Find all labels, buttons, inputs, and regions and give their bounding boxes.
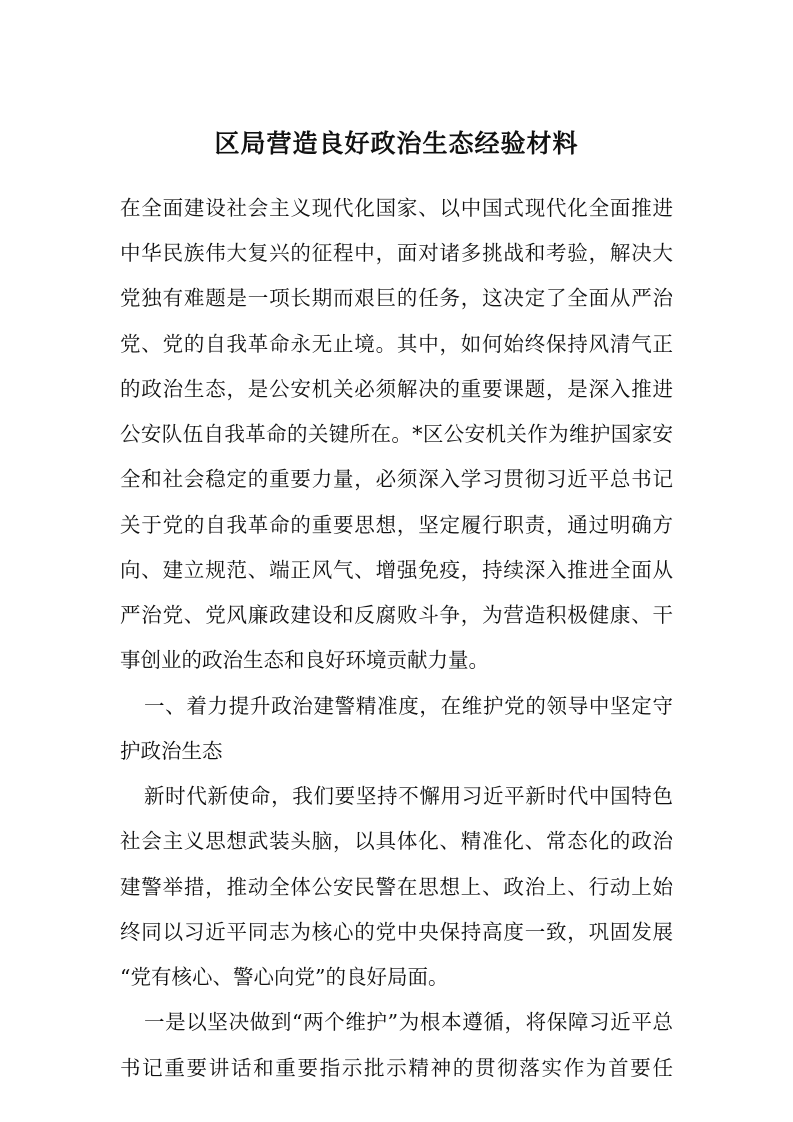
section-heading-line: 一、着力提升政治建警精准度，在维护党的领导中坚定守: [144, 694, 673, 718]
paragraph-line: 在全面建设社会主义现代化国家、以中国式现代化全面推进: [120, 196, 673, 220]
paragraph-line: 党、党的自我革命永无止境。其中，如何始终保持风清气正: [120, 332, 673, 356]
paragraph-line: 书记重要讲话和重要指示批示精神的贯彻落实作为首要任: [120, 1056, 673, 1080]
paragraph-line: 党独有难题是一项长期而艰巨的任务，这决定了全面从严治: [120, 286, 673, 310]
section-heading-line: 护政治生态: [120, 739, 223, 763]
document-title: 区局营造良好政治生态经验材料: [214, 129, 579, 158]
paragraph-line: 向、建立规范、端正风气、增强免疫，持续深入推进全面从: [120, 558, 673, 582]
paragraph-line: 事创业的政治生态和良好环境贡献力量。: [120, 648, 489, 672]
paragraph-line: 公安队伍自我革命的关键所在。*区公安机关作为维护国家安: [120, 422, 673, 446]
paragraph-line: 新时代新使命，我们要坚持不懈用习近平新时代中国特色: [144, 784, 673, 808]
paragraph-line: 终同以习近平同志为核心的党中央保持高度一致，巩固发展: [120, 920, 673, 944]
paragraph-line: 的政治生态，是公安机关必须解决的重要课题，是深入推进: [120, 377, 673, 401]
paragraph-line: “党有核心、警心向党”的良好局面。: [120, 965, 449, 989]
paragraph-line: 中华民族伟大复兴的征程中，面对诸多挑战和考验，解决大: [120, 241, 673, 265]
paragraph-line: 社会主义思想武装头脑，以具体化、精准化、常态化的政治: [120, 829, 673, 853]
paragraph-line: 全和社会稳定的重要力量，必须深入学习贯彻习近平总书记: [120, 467, 673, 491]
paragraph-line: 严治党、党风廉政建设和反腐败斗争，为营造积极健康、干: [120, 603, 673, 627]
paragraph-line: 建警举措，推动全体公安民警在思想上、政治上、行动上始: [120, 875, 673, 899]
paragraph-line: 一是以坚决做到“两个维护”为根本遵循，将保障习近平总: [144, 1010, 673, 1034]
paragraph-line: 关于党的自我革命的重要思想，坚定履行职责，通过明确方: [120, 513, 673, 537]
